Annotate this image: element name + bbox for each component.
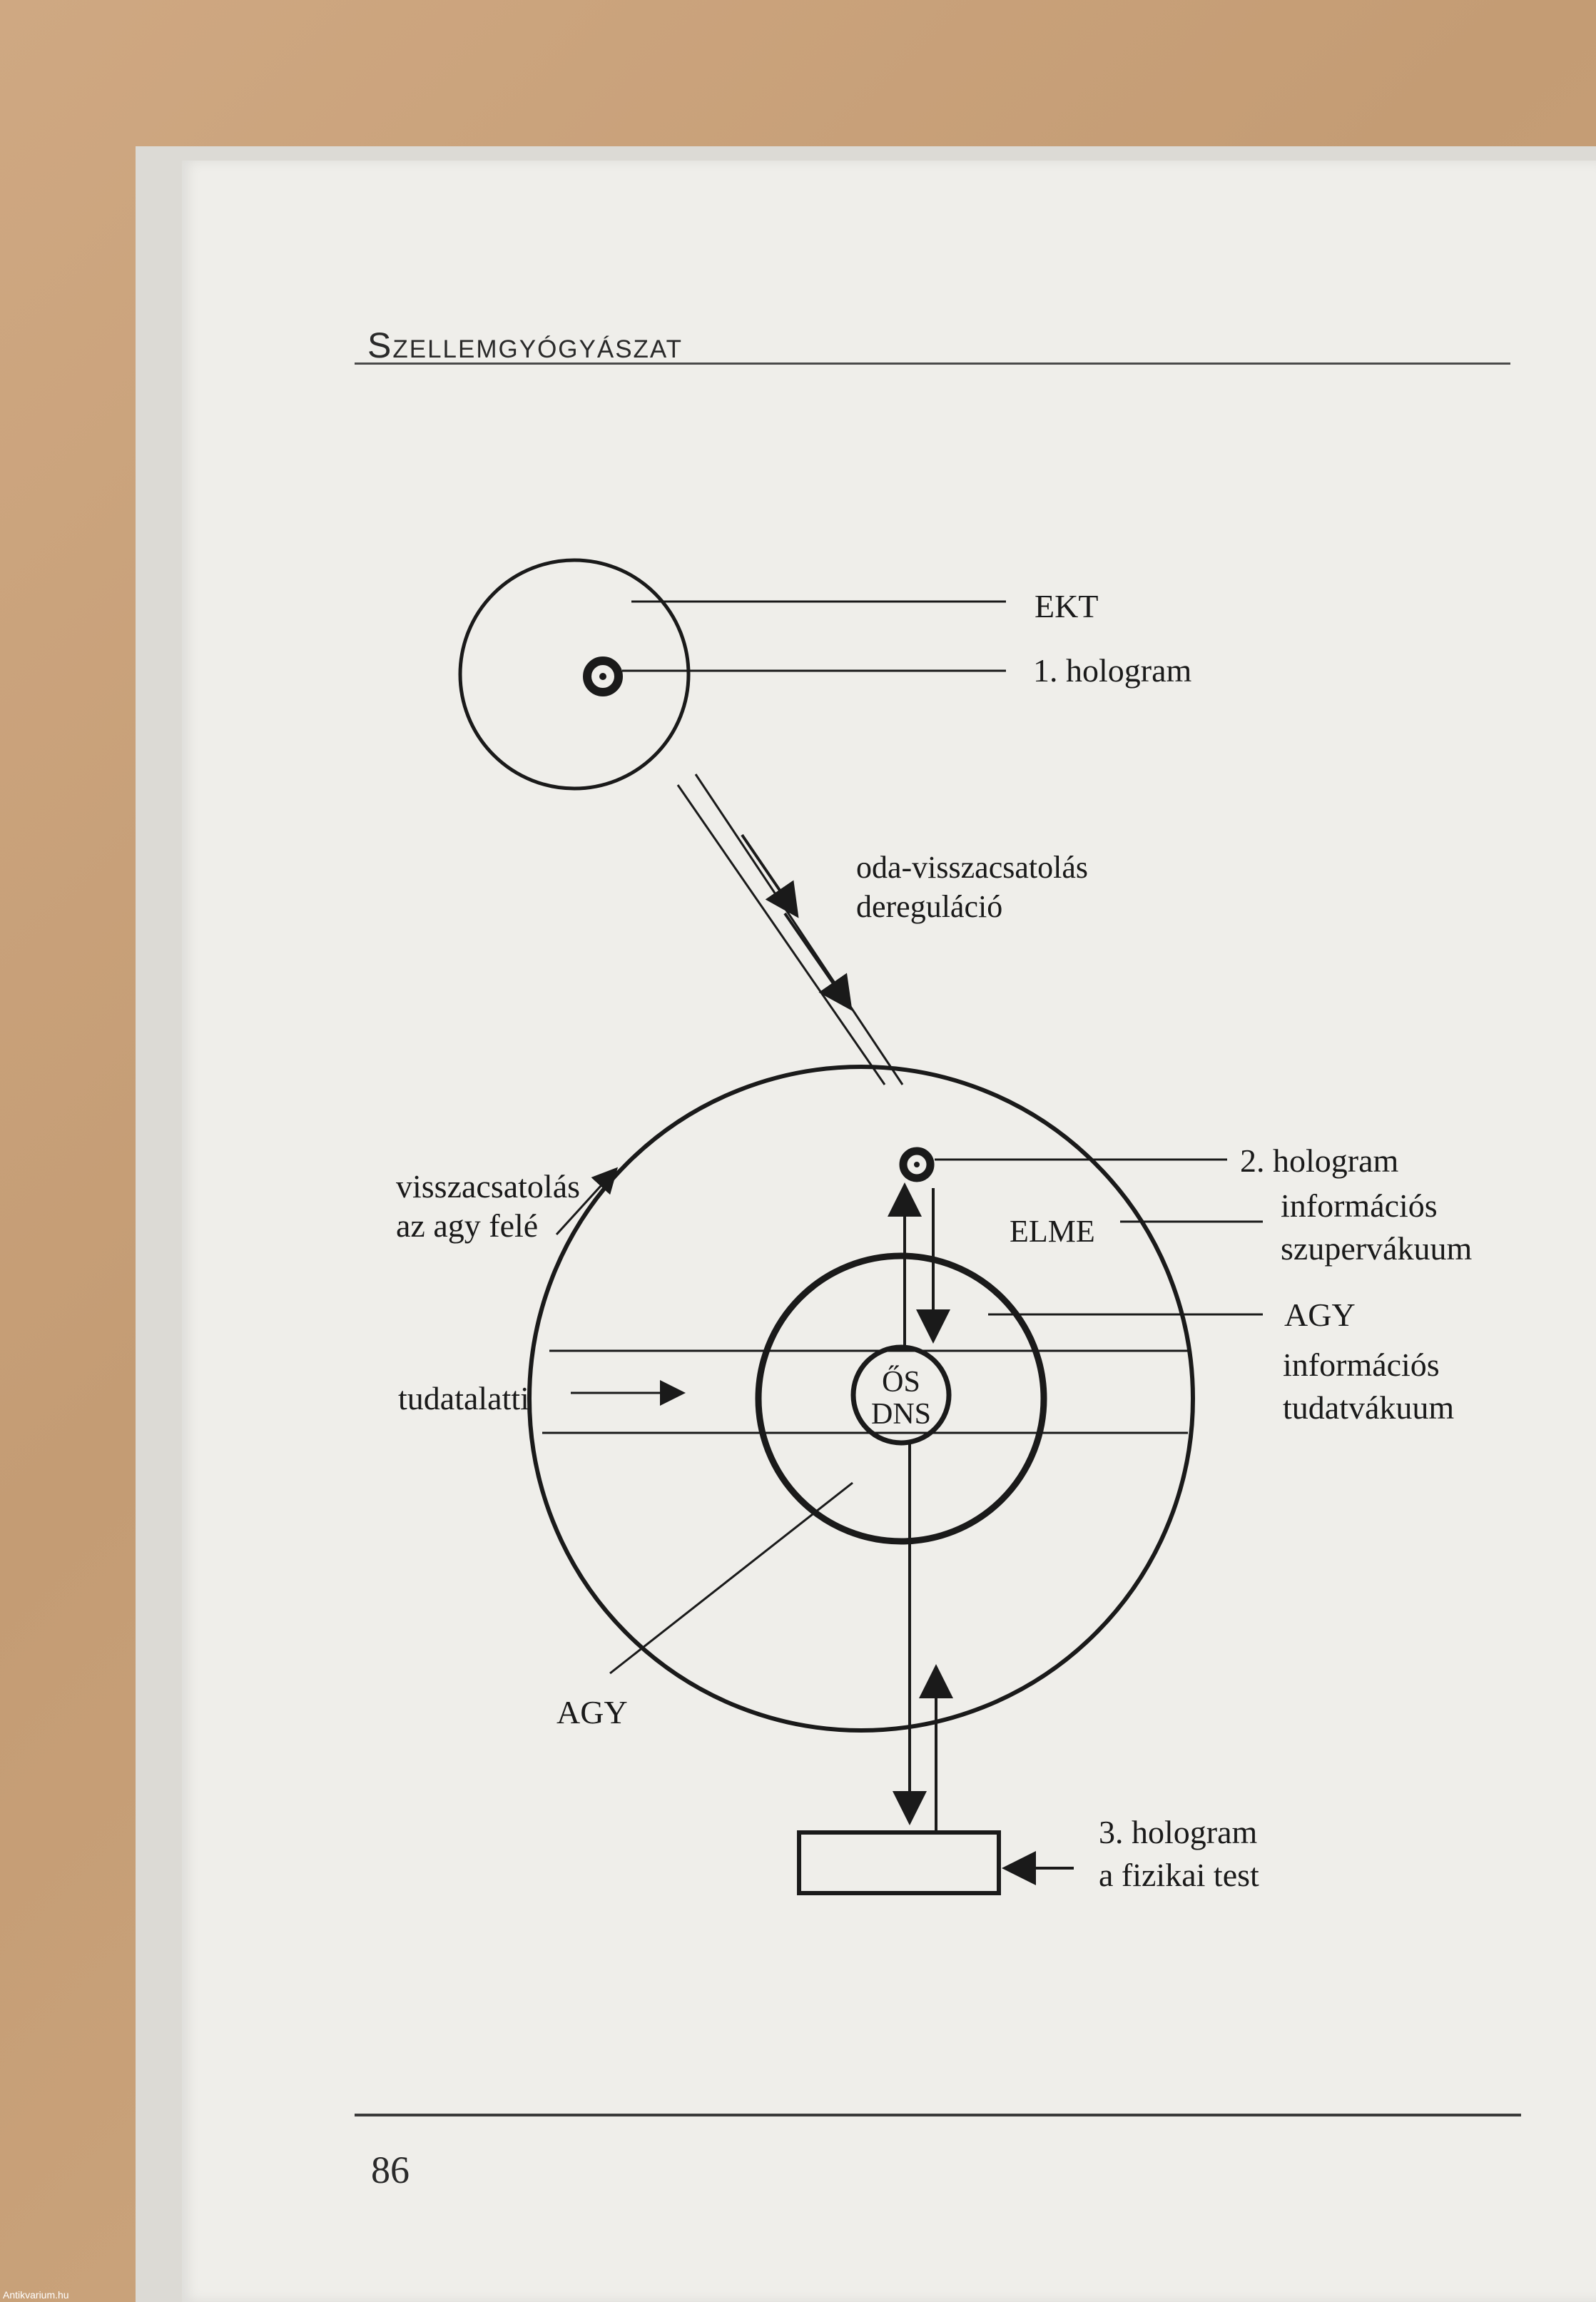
- connector-line-b: [678, 785, 885, 1085]
- feedback-arrow-down-2: [785, 913, 849, 1006]
- mind-label-2: szupervákuum: [1281, 1230, 1473, 1267]
- agy-right-label: AGY: [1284, 1297, 1356, 1333]
- ekt-circle: [460, 560, 688, 789]
- watermark-credit: Antikvarium.hu: [3, 2289, 69, 2301]
- agy-left-leader: [610, 1483, 853, 1673]
- footer-rule: [355, 2114, 1521, 2116]
- feedback-label-2: dereguláció: [856, 889, 1003, 924]
- brain-label-2: tudatvákuum: [1283, 1389, 1455, 1426]
- feedback-label-1: oda-visszacsatolás: [856, 850, 1088, 885]
- elme-label: ELME: [1010, 1214, 1095, 1249]
- hologram1-label: 1. hologram: [1033, 652, 1192, 689]
- visszacsatolas-label-1: visszacsatolás: [396, 1168, 581, 1205]
- elme-circle: [529, 1067, 1193, 1730]
- agy-left-label: AGY: [556, 1694, 628, 1730]
- dns-label: DNS: [870, 1398, 932, 1431]
- running-header: Szellemgyógyászat: [367, 325, 683, 365]
- tudatalatti-label: tudatalatti: [398, 1380, 529, 1416]
- physical-body-box: [799, 1832, 999, 1893]
- connector-line-a: [696, 774, 903, 1085]
- hologram2-label: 2. hologram: [1240, 1142, 1399, 1179]
- body-label: a fizikai test: [1099, 1857, 1259, 1893]
- page-number: 86: [371, 2149, 410, 2191]
- brain-label-1: információs: [1283, 1347, 1440, 1383]
- mind-label-1: információs: [1281, 1187, 1438, 1224]
- feedback-arrow-down: [742, 835, 796, 913]
- os-label: ŐS: [882, 1366, 920, 1399]
- hologram3-label: 3. hologram: [1099, 1814, 1258, 1850]
- visszacsatolas-label-2: az agy felé: [396, 1207, 539, 1244]
- ekt-label: EKT: [1035, 588, 1099, 624]
